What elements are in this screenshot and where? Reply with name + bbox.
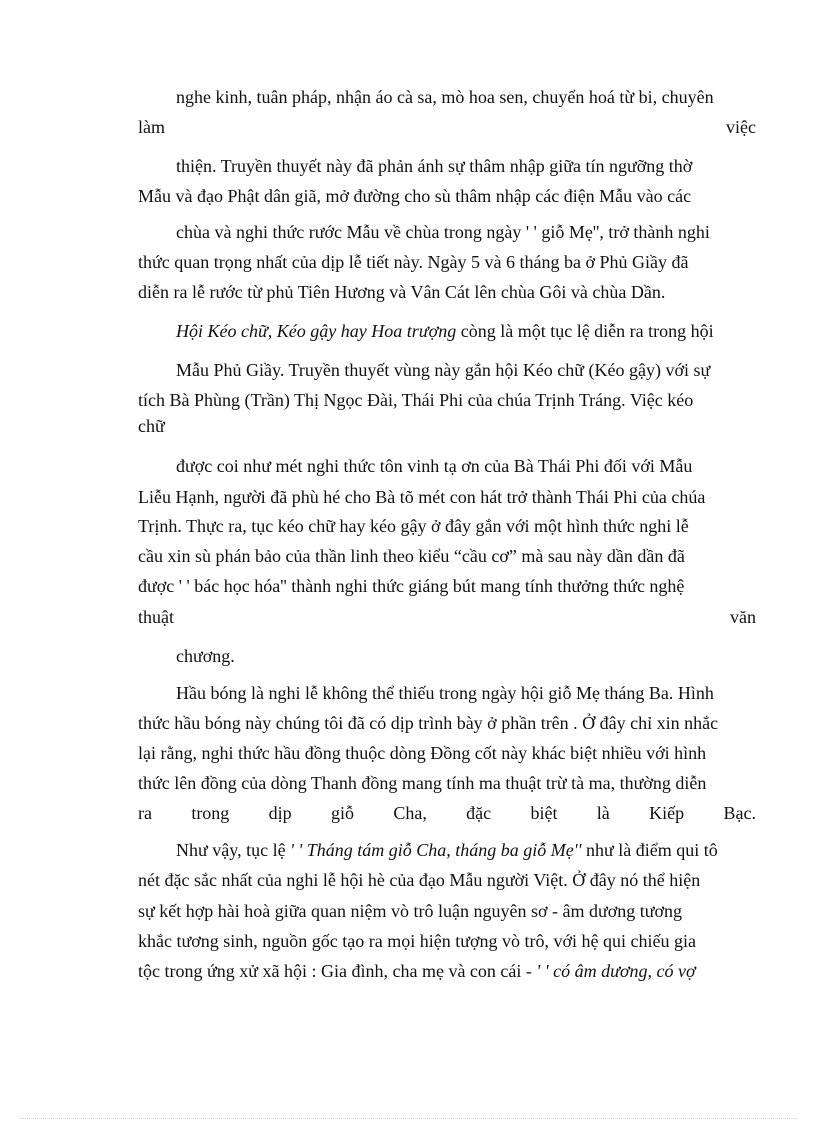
text-line (176, 682, 756, 704)
text-line (138, 185, 756, 207)
text-run: khắc tương sinh, nguồn gốc tạo ra mọi hiện tượng vò trô, với hệ qui chiếu gia (138, 931, 696, 951)
text-run: diễn ra lễ rước từ phủ Tiên Hương và Vân Cát lên chùa Gôi và chùa Dần. (138, 282, 666, 302)
text-run: sự kết hợp hài hoà giữa quan niệm vò trô luận nguyên sơ - âm dương tương (138, 901, 683, 921)
text-word: là (596, 803, 610, 823)
text-run: làm (138, 117, 165, 137)
text-run: nghe kinh, tuân pháp, nhận áo cà sa, mò hoa sen, chuyển hoá từ bi, chuyên (176, 87, 714, 107)
text-line (138, 606, 756, 628)
text-line (138, 575, 756, 597)
text-run: được coi như mét nghi thức tôn vinh tạ ơn của Bà Thái Phi đối với Mẫu (176, 456, 693, 476)
text-line (176, 221, 756, 243)
text-word: trong (191, 803, 230, 823)
text-line (138, 389, 756, 411)
text-run: được ' ' bác học hóa'' thành nghi thức giáng bút mang tính thưởng thức nghệ (138, 576, 685, 596)
text-line (176, 155, 756, 177)
text-word: Kiếp (649, 803, 685, 823)
text-run: thuật (138, 607, 174, 627)
text-word: đặc (466, 803, 492, 823)
text-word: biệt (530, 803, 558, 823)
text-line (176, 320, 756, 342)
text-word: dịp (268, 803, 292, 823)
italic-run: ' ' có âm dương, có vợ (536, 961, 696, 981)
text-line (138, 116, 756, 138)
text-run: tích Bà Phùng (Trần) Thị Ngọc Đài, Thái Phi của chúa Trịnh Tráng. Việc kéo (138, 390, 694, 410)
text-line (138, 960, 756, 982)
text-run: Trịnh. Thực ra, tục kéo chữ hay kéo gậy ở đây gắn với một hình thức nghi lễ (138, 516, 689, 536)
text-line (176, 359, 756, 381)
text-line (138, 742, 756, 764)
text-run: chương. (176, 646, 235, 666)
text-run: còng là một tục lệ diễn ra trong hội (460, 321, 714, 341)
text-line (138, 772, 756, 794)
text-line (138, 486, 756, 508)
text-run: nét đặc sắc nhất của nghi lễ hội hè của đạo Mẫu người Việt. Ở đây nó thể hiện (138, 870, 701, 890)
text-run: cầu xin sù phán bảo của thần linh theo kiểu “cầu cơ” mà sau này dần dần đã (138, 546, 685, 566)
page-bottom-divider (20, 1118, 796, 1119)
italic-run: Hội Kéo chữ, Kéo gậy hay Hoa trượng (176, 321, 457, 341)
text-line (138, 869, 756, 891)
text-line (176, 455, 756, 477)
text-line (138, 415, 756, 437)
text-run: chữ (138, 416, 165, 436)
text-run: chùa và nghi thức rước Mẫu về chùa trong ngày ' ' giỗ Mẹ'', trở thành nghi (176, 222, 710, 242)
text-run: thiện. Truyền thuyết này đã phản ánh sự thâm nhập giữa tín ngưỡng thờ (176, 156, 693, 176)
text-run: Mẫu Phủ Giầy. Truyền thuyết vùng này gắn hội Kéo chữ (Kéo gậy) với sự (176, 360, 711, 380)
text-run: như là điểm qui tô (585, 840, 718, 860)
text-line (138, 930, 756, 952)
text-word: Bạc. (723, 803, 756, 823)
text-line (176, 645, 756, 667)
text-line (138, 802, 756, 824)
text-line (138, 545, 756, 567)
text-run: văn (730, 607, 756, 627)
text-word: giỗ (330, 803, 354, 823)
text-run: Mẫu và đạo Phật dân giã, mở đường cho sù thâm nhập các điện Mẫu vào các (138, 186, 692, 206)
text-line (138, 515, 756, 537)
text-run: tộc trong ứng xử xã hội : Gia đình, cha mẹ và con cái - (138, 961, 532, 981)
text-line (176, 86, 756, 108)
text-line (138, 900, 756, 922)
italic-run: ' ' Tháng tám giỗ Cha, tháng ba giỗ Mẹ'' (290, 840, 582, 860)
text-run: việc (726, 117, 756, 137)
text-word: ra (138, 803, 152, 823)
text-line (138, 251, 756, 273)
text-line (138, 712, 756, 734)
text-run: lại rằng, nghi thức hầu đồng thuộc dòng Đồng cốt này khác biệt nhiều với hình (138, 743, 707, 763)
text-line (176, 839, 756, 861)
text-run: thức hầu bóng này chúng tôi đã có dịp trình bày ở phần trên . Ở đây chỉ xin nhắc (138, 713, 719, 733)
text-run: thức lên đồng của dòng Thanh đồng mang tính ma thuật trừ tà ma, thường diễn (138, 773, 707, 793)
text-word: Cha, (393, 803, 427, 823)
text-run: Như vậy, tục lệ (176, 840, 286, 860)
text-run: Hầu bóng là nghi lễ không thể thiếu trong ngày hội giỗ Mẹ tháng Ba. Hình (176, 683, 714, 703)
text-line (138, 281, 756, 303)
text-run: thức quan trọng nhất của dịp lễ tiết này. Ngày 5 và 6 tháng ba ở Phủ Giầy đã (138, 252, 689, 272)
text-run: Liễu Hạnh, người đã phù hé cho Bà tõ mét con hát trở thành Thái Phi của chúa (138, 487, 706, 507)
